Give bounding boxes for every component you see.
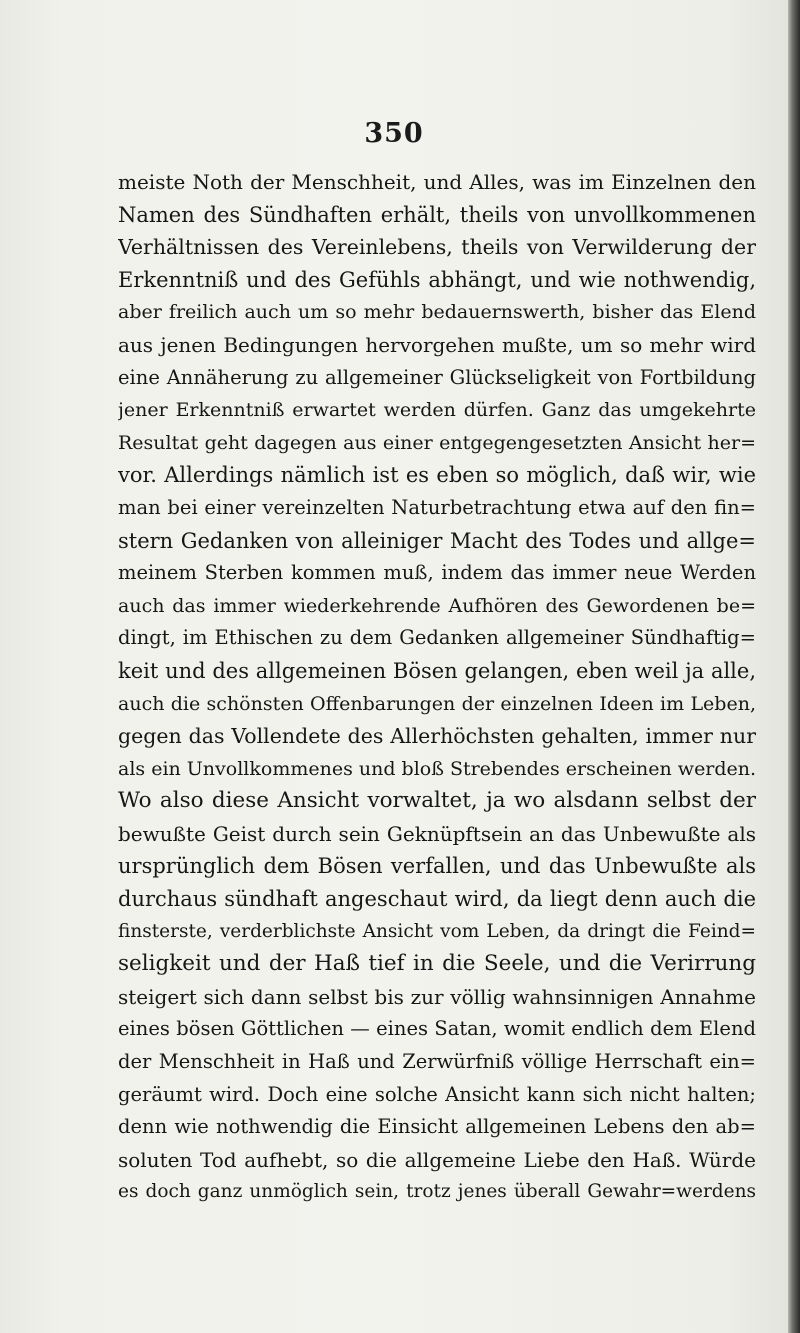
text-line: meiste Noth der Menschheit, und Alles, was im Einzelnen den [118,170,756,194]
text-line: jener Erkenntniß erwartet werden dürfen. Ganz das umgekehrte [118,399,756,422]
text-line: auch die schönsten Offenbarungen der einzelnen Ideen im Leben, [118,692,756,715]
text-line: ursprünglich dem Bösen verfallen, und das Unbewußte als [118,854,756,879]
text-line: dingt, im Ethischen zu dem Gedanken allgemeiner Sündhaftig= [118,626,756,650]
text-line: stern Gedanken von alleiniger Macht des Todes und allge= [118,528,756,553]
text-line: aus jenen Bedingungen hervorgehen mußte, um so mehr wird [118,332,756,357]
text-line: steigert sich dann selbst bis zur völlig wahnsinnigen Annahme [118,984,756,1009]
page-number: 350 [364,118,424,149]
text-line: es doch ganz unmöglich sein, trotz jenes überall Gewahr=werdens [118,1181,756,1203]
text-line: man bei einer vereinzelten Naturbetrachtung etwa auf den fin= [118,495,756,519]
text-line: eines bösen Göttlichen — eines Satan, womit endlich dem Elend [118,1017,756,1041]
text-line: Wo also diese Ansicht vorwaltet, ja wo alsdann selbst der [118,788,756,814]
text-line: gegen das Vollendete des Allerhöchsten gehalten, immer nur [118,724,756,749]
text-line: eine Annäherung zu allgemeiner Glückseligkeit von Fortbildung [118,365,756,389]
text-line: bewußte Geist durch sein Geknüpftsein an das Unbewußte als [118,821,756,846]
text-line: Verhältnissen des Vereinlebens, theils von Verwilderung der [118,235,756,260]
text-line: Namen des Sündhaften erhält, theils von unvollkommenen [118,202,756,227]
text-line: der Menschheit in Haß und Zerwürfniß völlige Herrschaft ein= [118,1050,756,1074]
text-line: keit und des allgemeinen Bösen gelangen, eben weil ja alle, [118,658,756,683]
text-line: meinem Sterben kommen muß, indem das immer neue Werden [118,561,756,585]
text-line: denn wie nothwendig die Einsicht allgemeinen Lebens den ab= [118,1115,756,1139]
text-line: auch das immer wiederkehrende Aufhören des Gewordenen be= [118,594,756,617]
page-edge [788,0,800,1333]
text-line: geräumt wird. Doch eine solche Ansicht kann sich nicht halten; [118,1082,756,1106]
text-line: finsterste, verderblichste Ansicht vom Leben, da dringt die Feind= [118,920,756,942]
text-line: durchaus sündhaft angeschaut wird, da liegt denn auch die [118,887,756,912]
text-line: soluten Tod aufhebt, so die allgemeine Liebe den Haß. Würde [118,1147,756,1172]
text-line: seligkeit und der Haß tief in die Seele, und die Verirrung [118,951,756,977]
text-line: als ein Unvollkommenes und bloß Strebendes erscheinen werden. [118,757,756,780]
text-line: Resultat geht dagegen aus einer entgegengesetzten Ansicht her= [118,431,756,454]
text-line: vor. Allerdings nämlich ist es eben so möglich, daß wir, wie [118,463,756,488]
text-line: aber freilich auch um so mehr bedauernswerth, bisher das Elend [118,301,756,324]
body-text [118,166,756,1209]
text-line: Erkenntniß und des Gefühls abhängt, und wie nothwendig, [118,267,756,292]
